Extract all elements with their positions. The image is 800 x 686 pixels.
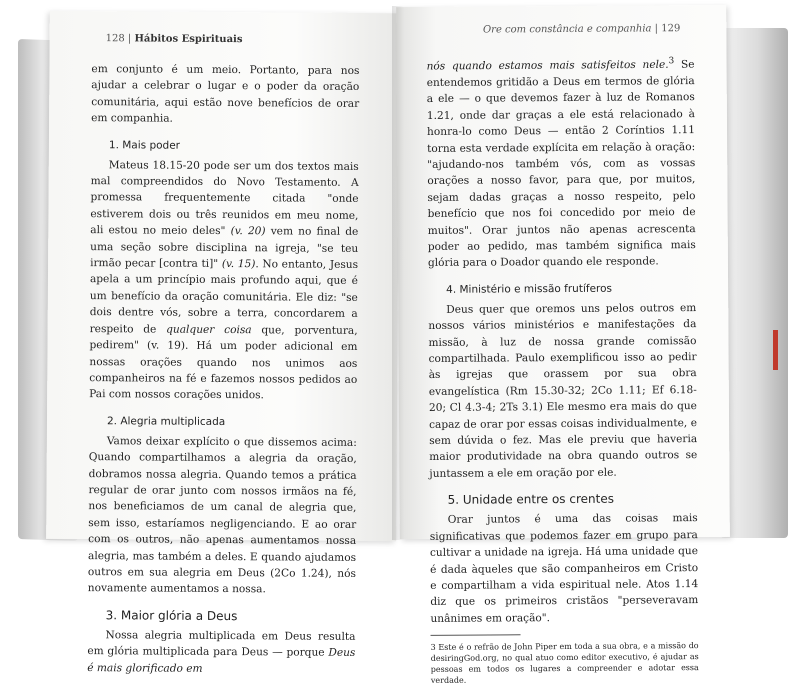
- book-gutter-shadow: [392, 6, 404, 540]
- body-paragraph: Deus quer que oremos uns pelos outros em nossos vários ministérios e manifestações da missão, à luz de nossa grande comissão compartilhada. Paulo exemplificou isso ao pedir às igrejas que orassem por sua obra evangelística (Rm 15.30-32; 2Co 1.11; Ef 6.18-20; Cl 4.3-4; 2Ts 3.1) Ele mesmo era mais do que capaz de orar por essas coisas individualmente, e sem dúvida o fez. Mas ele previu que haveria maior produtividade na obra quando outros se juntassem a ele em oração por ele.: [428, 301, 698, 480]
- right-page-header: Ore com constância e companhia | 129: [482, 23, 681, 36]
- section-heading: 1. Mais poder: [108, 138, 181, 152]
- book-title: Hábitos Espirituais: [134, 33, 243, 46]
- footnote-divider: [431, 634, 521, 636]
- intro-paragraph: em conjunto é um meio. Portanto, para nos ajudar a celebrar o lugar e o poder da oração comunitária, aqui estão nove benefícios de orar em companhia.: [91, 63, 360, 125]
- right-page-body: [426, 53, 698, 686]
- body-paragraph: Mateus 18.15-20 pode ser um dos textos mais mal compreendidos do Novo Testamento. A promessa frequentemente citada "onde estiverem dois ou três reunidos em meu nome, ali estou no meio deles" (v. 20) vem no final de uma seção sobre disciplina na igreja, "se teu irmão pecar [contra ti]" (v. 15). No entanto, Jesus apela a um princípio mais profundo aqui, que é um benefício da oração comunitária. Ele diz: "se dois dentre vós, sobre a terra, concordarem a respeito de qualquer coisa que, porventura, pedirem" (v. 19). Há um poder adicional em nossas orações quando nos unimos aos companheiros na fé e fazemos nossos pedidos ao Pai com nossos corações unidos.: [89, 158, 359, 402]
- book-right-page-edges: [720, 28, 788, 538]
- body-paragraph: Vamos deixar explícito o que dissemos acima: Quando compartilhamos a alegria da oração, dobramos nossa alegria. Quando temos a prática regular de orar junto com nossos irmãos na fé, nos beneficiamos de um canal de alegria que, sem isso, estaríamos negligenciando. E ao orar com os outros, não apenas aumentamos nossa alegria, mas também a deles. E quando ajudamos outros em sua alegria em Deus (2Co 1.24), nós novamente aumentamos a nossa.: [87, 434, 357, 596]
- left-page-header: 128 | Hábitos Espirituais: [105, 33, 243, 46]
- right-page: [396, 5, 730, 686]
- footnote: 3 Este é o refrão de John Piper em toda a sua obra, e a missão do desiringGod.org, no qual atuo como editor executivo, é ajudar as pessoas em todos os lugares a compreender e adotar essa verdade.: [430, 641, 699, 686]
- section-heading: 3. Maior glória a Deus: [105, 607, 238, 623]
- left-page: [46, 11, 400, 675]
- body-paragraph: Orar juntos é uma das coisas mais significativas que podemos fazer em grupo para cultivar a unidade na igreja. Há uma unidade que é dada àqueles que são companheiros em Cristo e compartilham a vida espiritual nele. Atos 1.14 diz que os primeiros cristãos "perseveravam unânimes em oração".: [429, 512, 699, 625]
- section-heading: 5. Unidade entre os crentes: [447, 491, 614, 508]
- page-number: 128: [105, 33, 125, 45]
- left-page-body: [87, 61, 359, 678]
- body-paragraph: nós quando estamos mais satisfeitos nele.$^3$ Se entendemos gritidão a Deus em termos de glória a ele — o que devemos fazer à luz de Romanos 1.21, onde dar graças a ele está relacionado à honra-lo como Deus — então 2 Coríntios 1.11 torna esta verdade explícita em relação à oração: "ajudando-nos também vós, com as vossas orações a nosso favor, para que, por muitos, sejam dadas graças a nosso respeito, pelo benefício que nos foi concedido por meio de muitos". Orar juntos não apenas acrescenta poder ao pedido, mas também significa mais glória para o Doador quando ele responde.: [426, 56, 696, 270]
- section-heading: 4. Ministério e missão frutíferos: [446, 282, 613, 296]
- section-heading: 2. Alegria multiplicada: [106, 414, 226, 428]
- page-number: 129: [661, 23, 681, 35]
- chapter-title: Ore com constância e companhia: [482, 23, 652, 36]
- footnote-marker: 3: [668, 56, 675, 67]
- body-paragraph: Nossa alegria multiplicada em Deus resulta em glória multiplicada para Deus — porque Deus é mais glorificado em: [87, 628, 356, 675]
- bookmark-ribbon: [773, 330, 778, 370]
